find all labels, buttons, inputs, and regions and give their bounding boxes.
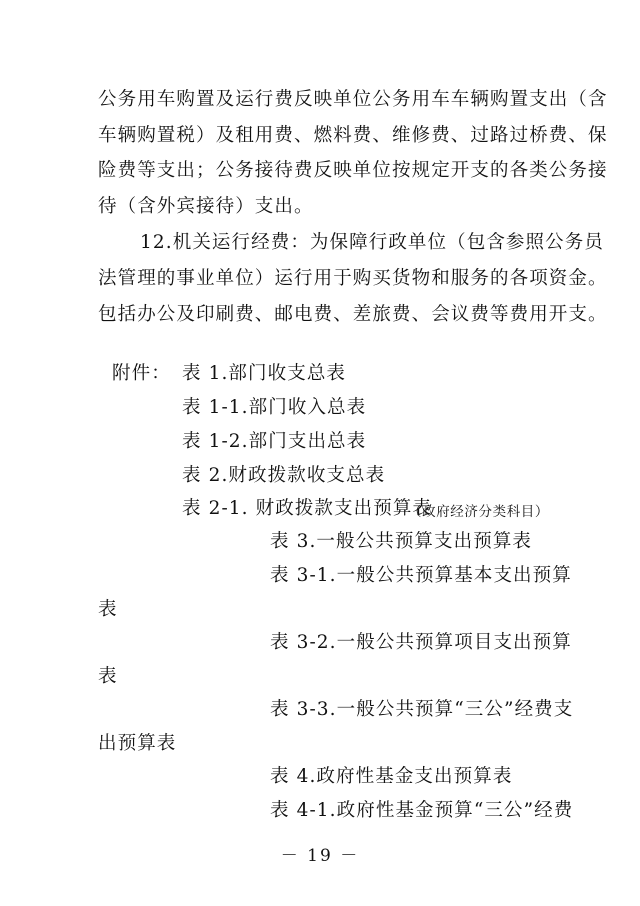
attachment-item: 表 1-2.部门支出总表 [182, 431, 367, 452]
attachments-label: 附件： [112, 363, 171, 384]
attachment-item: 表 3-2.一般公共预算项目支出预算 [270, 632, 572, 653]
paragraph-line-5: 12.机关运行经费：为保障行政单位（包含参照公务员 [140, 232, 604, 253]
paragraph-line-4: 待（含外宾接待）支出。 [98, 196, 314, 217]
attachment-item-wrap: 出预算表 [98, 733, 177, 754]
attachment-item: 表 1.部门收支总表 [182, 363, 347, 384]
attachment-item: 表 4-1.政府性基金预算“三公”经费 [270, 800, 574, 821]
attachment-item: 表 3-1.一般公共预算基本支出预算 [270, 565, 572, 586]
page-number: － 19 － [280, 846, 360, 866]
paragraph-line-1: 公务用车购置及运行费反映单位公务用车车辆购置支出（含 [98, 89, 608, 110]
attachment-item-note: （政府经济分类科目） [408, 504, 549, 520]
paragraph-line-3: 险费等支出；公务接待费反映单位按规定开支的各类公务接 [98, 160, 608, 181]
attachment-item-wrap: 表 [98, 666, 118, 687]
paragraph-line-7: 包括办公及印刷费、邮电费、差旅费、会议费等费用开支。 [98, 304, 608, 325]
paragraph-line-6: 法管理的事业单位）运行用于购买货物和服务的各项资金。 [98, 268, 608, 289]
attachment-item: 表 1-1.部门收入总表 [182, 397, 367, 418]
attachment-item: 表 2-1. 财政拨款支出预算表 [182, 498, 433, 519]
attachment-item: 表 3.一般公共预算支出预算表 [270, 531, 533, 552]
attachment-item: 表 4.政府性基金支出预算表 [270, 766, 513, 787]
paragraph-line-2: 车辆购置税）及租用费、燃料费、维修费、过路过桥费、保 [98, 125, 608, 146]
attachment-item: 表 2.财政拨款收支总表 [182, 465, 386, 486]
attachment-item-wrap: 表 [98, 599, 118, 620]
attachment-item: 表 3-3.一般公共预算“三公”经费支 [270, 699, 574, 720]
